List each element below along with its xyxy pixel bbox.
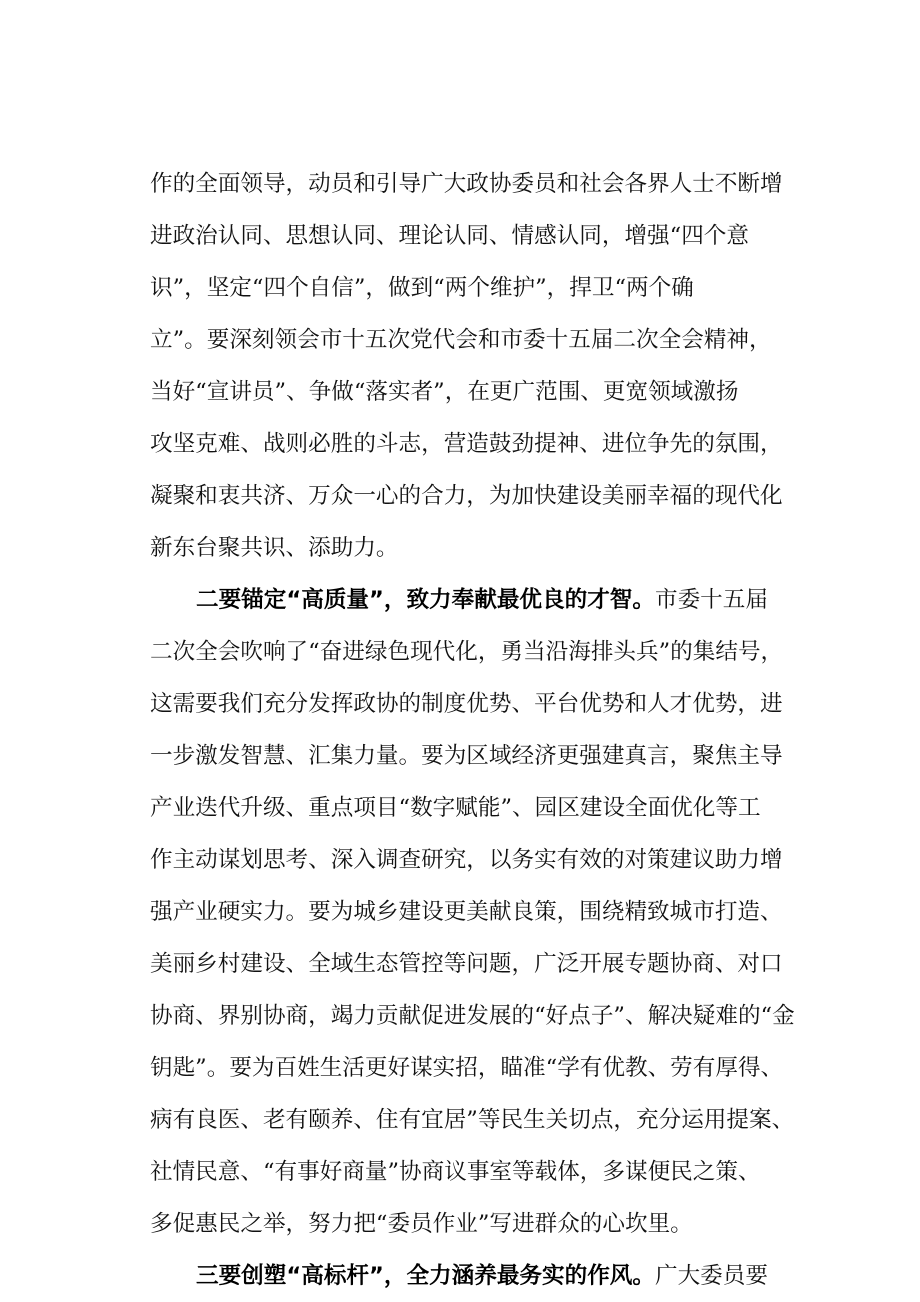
line-text: 凝聚和衷共济、万众一心的合力，为加快建设美丽幸福的现代化 (150, 483, 783, 509)
text-line (150, 782, 805, 834)
line-text: 强产业硬实力。要为城乡建设更美献良策，围绕精致城市打造、 (150, 899, 783, 925)
line-text: 产业迭代升级、重点项目“数字赋能”、园区建设全面优化等工 (150, 795, 761, 821)
text-line (150, 1042, 805, 1094)
line-text: 当好“宣讲员”、争做“落实者”，在更广范围、更宽领域激扬 (150, 379, 739, 405)
line-text: 立”。要深刻领会市十五次党代会和市委十五届二次全会精神， (150, 327, 772, 353)
text-line (150, 1146, 805, 1198)
text-line (150, 678, 805, 730)
paragraph-heading: 二要锚定“高质量”，致力奉献最优良的才智。 (196, 587, 655, 613)
line-text: 作主动谋划思考、深入调查研究，以务实有效的对策建议助力增 (150, 847, 783, 873)
line-text: 攻坚克难、战则必胜的斗志，营造鼓劲提神、进位争先的氛围， (150, 431, 783, 457)
text-line (150, 1094, 805, 1146)
text-line (150, 470, 805, 522)
text-line (150, 1198, 805, 1250)
text-line (150, 938, 805, 990)
paragraph-heading-line (150, 574, 805, 626)
line-text: 这需要我们充分发挥政协的制度优势、平台优势和人才优势，进 (150, 691, 783, 717)
line-text: 社情民意、“有事好商量”协商议事室等载体，多谋便民之策、 (150, 1159, 761, 1185)
text-line (150, 418, 805, 470)
paragraph-heading: 三要创塑“高标杆”，全力涵养最务实的作风。 (196, 1263, 655, 1289)
text-line (150, 314, 805, 366)
line-text: 二次全会吹响了“奋进绿色现代化，勇当沿海排头兵”的集结号， (150, 639, 784, 665)
paragraph-heading-line (150, 1250, 805, 1302)
line-text: 进政治认同、思想认同、理论认同、情感认同，增强“四个意 (150, 223, 749, 249)
text-line (150, 886, 805, 938)
line-text: 识”，坚定“四个自信”，做到“两个维护”，捍卫“两个确 (150, 275, 694, 301)
line-text: 美丽乡村建设、全域生态管控等问题，广泛开展专题协商、对口 (150, 951, 783, 977)
text-line (150, 834, 805, 886)
line-text: 协商、界别协商，竭力贡献促进发展的“好点子”、解决疑难的“金 (150, 1003, 795, 1029)
text-line (150, 158, 805, 210)
text-line (150, 730, 805, 782)
text-line (150, 522, 805, 574)
line-text: 新东台聚共识、添助力。 (150, 535, 399, 561)
line-text: 病有良医、老有颐养、住有宜居”等民生关切点，充分运用提案、 (150, 1107, 795, 1133)
text-line (150, 990, 805, 1042)
line-text: 市委十五届 (654, 587, 768, 613)
line-text: 作的全面领导，动员和引导广大政协委员和社会各界人士不断增 (150, 171, 783, 197)
text-line (150, 626, 805, 678)
text-line (150, 262, 805, 314)
line-text: 钥匙”。要为百姓生活更好谋实招，瞄准“学有优教、劳有厚得、 (150, 1055, 784, 1081)
document-body (150, 158, 805, 1302)
line-text: 一步激发智慧、汇集力量。要为区域经济更强建真言，聚焦主导 (150, 743, 783, 769)
line-text: 广大委员要 (654, 1263, 768, 1289)
text-line (150, 366, 805, 418)
line-text: 多促惠民之举，努力把“委员作业”写进群众的心坎里。 (150, 1211, 693, 1237)
text-line (150, 210, 805, 262)
